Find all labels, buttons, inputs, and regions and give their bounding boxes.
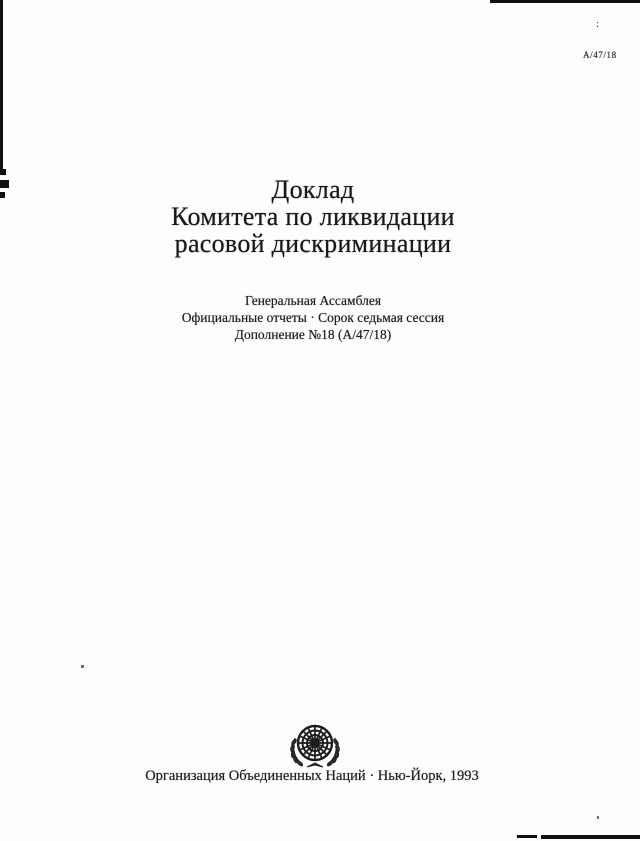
- document-symbol: A/47/18: [583, 50, 617, 60]
- scan-artifact-left-edge-line: [0, 0, 3, 172]
- united-nations-emblem-icon: [287, 720, 343, 770]
- scan-artifact-bottom-dash: [517, 835, 537, 838]
- scan-artifact-top-right-line: [490, 0, 640, 3]
- subtitle-line: Генеральная Ассамблея: [244, 293, 382, 308]
- report-title-line: Комитета по ликвидации: [171, 202, 455, 231]
- publisher-imprint: Организация Объединенных Наций · Нью-Йорк, 1993: [145, 768, 479, 784]
- report-subtitle: [0, 292, 626, 343]
- report-title-line: расовой дискриминации: [174, 229, 452, 258]
- scan-artifact-bottom-line: [541, 835, 640, 839]
- subtitle-line: Официальные отчеты · Сорок седьмая сессия: [181, 310, 445, 325]
- report-title: [0, 176, 626, 257]
- scan-artifact-speck: [597, 816, 599, 819]
- report-title-line: Доклад: [271, 175, 355, 204]
- stray-mark: :: [596, 18, 600, 30]
- scan-artifact-speck: [81, 665, 84, 668]
- subtitle-line: Дополнение №18 (А/47/18): [234, 327, 392, 342]
- scan-artifact-left-blob: [0, 169, 6, 175]
